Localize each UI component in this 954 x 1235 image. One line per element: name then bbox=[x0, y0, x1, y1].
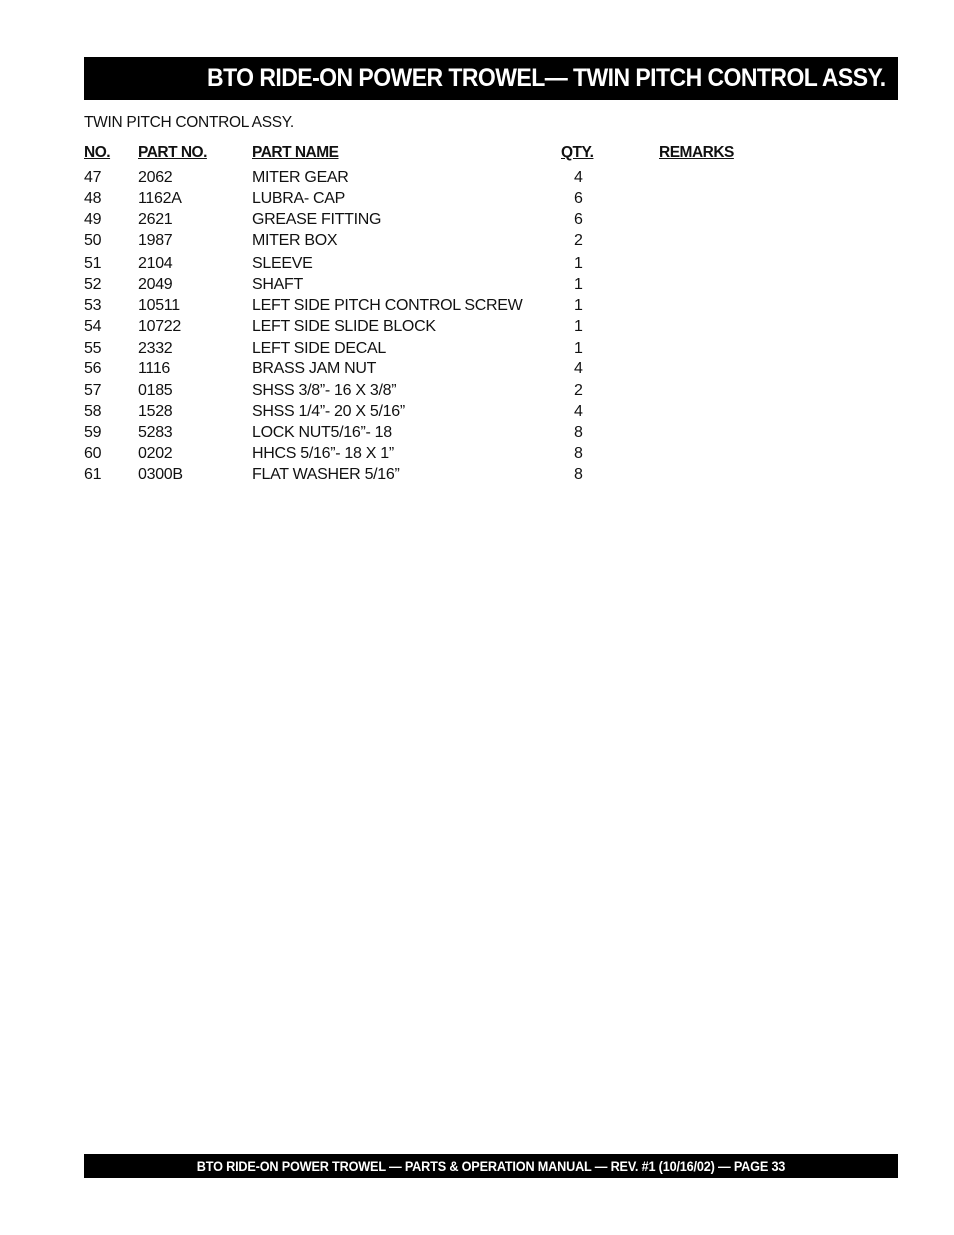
row-qty: 8 bbox=[574, 466, 583, 483]
row-qty: 2 bbox=[574, 382, 583, 399]
row-no: 56 bbox=[84, 360, 102, 377]
row-no: 53 bbox=[84, 297, 102, 314]
row-qty: 1 bbox=[574, 318, 583, 335]
row-part-no: 10511 bbox=[138, 297, 180, 314]
row-part-name: BRASS JAM NUT bbox=[252, 360, 377, 377]
row-qty: 8 bbox=[574, 424, 583, 441]
row-no: 60 bbox=[84, 445, 102, 462]
row-part-no: 1987 bbox=[138, 232, 173, 249]
row-qty: 1 bbox=[574, 255, 583, 272]
row-part-no: 1116 bbox=[138, 360, 171, 377]
row-no: 51 bbox=[84, 255, 102, 272]
row-part-name: HHCS 5/16”- 18 X 1” bbox=[252, 445, 394, 462]
row-no: 59 bbox=[84, 424, 102, 441]
row-part-name: SHAFT bbox=[252, 276, 303, 293]
row-part-no: 10722 bbox=[138, 318, 181, 335]
row-no: 57 bbox=[84, 382, 102, 399]
row-no: 49 bbox=[84, 211, 102, 228]
row-no: 47 bbox=[84, 169, 102, 186]
row-no: 54 bbox=[84, 318, 102, 335]
row-qty: 4 bbox=[574, 360, 583, 377]
row-part-no: 2332 bbox=[138, 340, 173, 357]
row-part-no: 0300B bbox=[138, 466, 183, 483]
column-header-part-name: PART NAME bbox=[252, 144, 339, 161]
row-part-no: 2049 bbox=[138, 276, 173, 293]
row-no: 50 bbox=[84, 232, 102, 249]
column-header-part-no: PART NO. bbox=[138, 144, 207, 161]
row-part-no: 1162A bbox=[138, 190, 182, 207]
section-subtitle: TWIN PITCH CONTROL ASSY. bbox=[84, 114, 294, 131]
row-qty: 4 bbox=[574, 403, 583, 420]
row-part-no: 1528 bbox=[138, 403, 173, 420]
column-header-qty: QTY. bbox=[561, 144, 594, 161]
row-part-name: MITER GEAR bbox=[252, 169, 349, 186]
column-header-remarks: REMARKS bbox=[659, 144, 734, 161]
row-qty: 6 bbox=[574, 190, 583, 207]
row-part-no: 2062 bbox=[138, 169, 173, 186]
row-qty: 2 bbox=[574, 232, 583, 249]
row-part-name: LEFT SIDE SLIDE BLOCK bbox=[252, 318, 436, 335]
row-qty: 4 bbox=[574, 169, 583, 186]
row-no: 58 bbox=[84, 403, 102, 420]
row-qty: 8 bbox=[574, 445, 583, 462]
row-part-name: LOCK NUT5/16”- 18 bbox=[252, 424, 392, 441]
row-part-no: 0202 bbox=[138, 445, 173, 462]
row-qty: 6 bbox=[574, 211, 583, 228]
column-header-no: NO. bbox=[84, 144, 111, 161]
row-part-no: 2104 bbox=[138, 255, 173, 272]
row-part-name: MITER BOX bbox=[252, 232, 338, 249]
row-part-name: LEFT SIDE DECAL bbox=[252, 340, 386, 357]
row-part-name: SLEEVE bbox=[252, 255, 313, 272]
page-title: BTO RIDE-ON POWER TROWEL— TWIN PITCH CONTROL ASSY. bbox=[207, 64, 886, 92]
page-footer-bar bbox=[84, 1154, 898, 1178]
row-part-name: FLAT WASHER 5/16” bbox=[252, 466, 400, 483]
row-part-name: SHSS 1/4”- 20 X 5/16” bbox=[252, 403, 405, 420]
row-part-name: LEFT SIDE PITCH CONTROL SCREW bbox=[252, 297, 523, 314]
row-no: 48 bbox=[84, 190, 102, 207]
row-part-name: LUBRA- CAP bbox=[252, 190, 346, 207]
row-qty: 1 bbox=[574, 340, 583, 357]
page-title-bar bbox=[84, 57, 898, 100]
row-no: 52 bbox=[84, 276, 102, 293]
row-part-no: 2621 bbox=[138, 211, 173, 228]
row-part-no: 5283 bbox=[138, 424, 173, 441]
page-footer: BTO RIDE-ON POWER TROWEL — PARTS & OPERATION MANUAL — REV. #1 (10/16/02) — PAGE 33 bbox=[196, 1158, 786, 1174]
row-no: 55 bbox=[84, 340, 102, 357]
row-part-name: GREASE FITTING bbox=[252, 211, 382, 228]
row-qty: 1 bbox=[574, 297, 583, 314]
row-qty: 1 bbox=[574, 276, 583, 293]
row-no: 61 bbox=[84, 466, 102, 483]
row-part-name: SHSS 3/8”- 16 X 3/8” bbox=[252, 382, 397, 399]
row-part-no: 0185 bbox=[138, 382, 173, 399]
